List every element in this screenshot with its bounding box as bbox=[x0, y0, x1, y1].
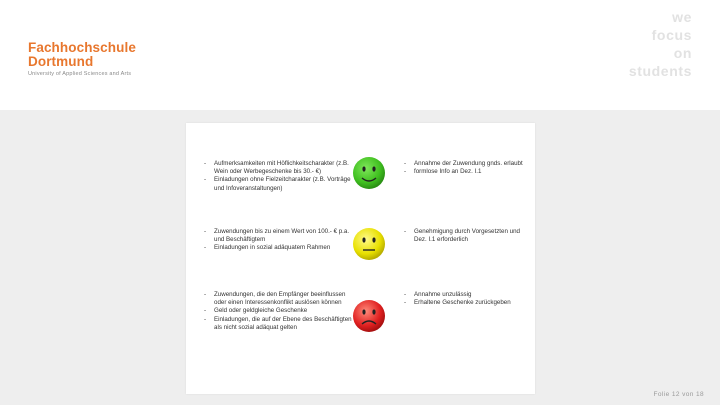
list-item: - Zuwendungen, die den Empfänger beeinflussen oder einen Interessenkonflikt auslösen können bbox=[204, 291, 354, 307]
content-area bbox=[0, 110, 720, 405]
list-item: - Zuwendungen bis zu einem Wert von 100.- € p.a. und Beschäftigtem bbox=[204, 228, 354, 244]
list-item: - Geld oder geldgleiche Geschenke bbox=[204, 307, 354, 315]
slide-image bbox=[186, 123, 535, 394]
logo-line2: Dortmund bbox=[28, 54, 94, 69]
logo-line1: Fachhochschule bbox=[28, 40, 136, 55]
list-item: - Einladungen ohne Fielzeitcharakter (z.B. Vorträge und Infoveranstaltungen) bbox=[204, 176, 354, 192]
conditions-list bbox=[204, 291, 354, 332]
list-item: - Aufmerksamkeiten mit Höflichkeitscharakter (z.B. Wein oder Werbegeschenke bis 30.- €) bbox=[204, 160, 354, 176]
logo-subtitle: University of Applied Sciences and Arts bbox=[28, 71, 132, 77]
list-item: - Annahme der Zuwendung gnds. erlaubt bbox=[404, 160, 529, 168]
page-indicator: Folie 12 von 18 bbox=[653, 391, 704, 398]
slogan-line: focus bbox=[651, 27, 692, 43]
happy-face-icon bbox=[352, 156, 386, 190]
neutral-face-icon bbox=[352, 227, 386, 261]
slogan bbox=[629, 8, 692, 80]
conditions-list bbox=[204, 160, 354, 193]
slogan-line: we bbox=[672, 9, 692, 25]
actions-list bbox=[404, 160, 529, 176]
university-logo bbox=[28, 41, 136, 77]
list-item: - Genehmigung durch Vorgesetzten und Dez. I.1 erforderlich bbox=[404, 228, 529, 244]
actions-list bbox=[404, 291, 529, 307]
slogan-line: on bbox=[673, 45, 692, 61]
sad-face-icon bbox=[352, 299, 386, 333]
slogan-line: students bbox=[628, 63, 692, 79]
list-item: - Erhaltene Geschenke zurückgeben bbox=[404, 299, 529, 307]
conditions-list bbox=[204, 228, 354, 253]
list-item: - Einladungen in sozial adäquatem Rahmen bbox=[204, 244, 354, 252]
list-item: - Annahme unzulässig bbox=[404, 291, 529, 299]
header bbox=[0, 0, 720, 110]
actions-list bbox=[404, 228, 529, 244]
list-item: - Einladungen, die auf der Ebene des Beschäftigten als nicht sozial adäquat gelten bbox=[204, 316, 354, 332]
list-item: - formlose Info an Dez. I.1 bbox=[404, 168, 529, 176]
